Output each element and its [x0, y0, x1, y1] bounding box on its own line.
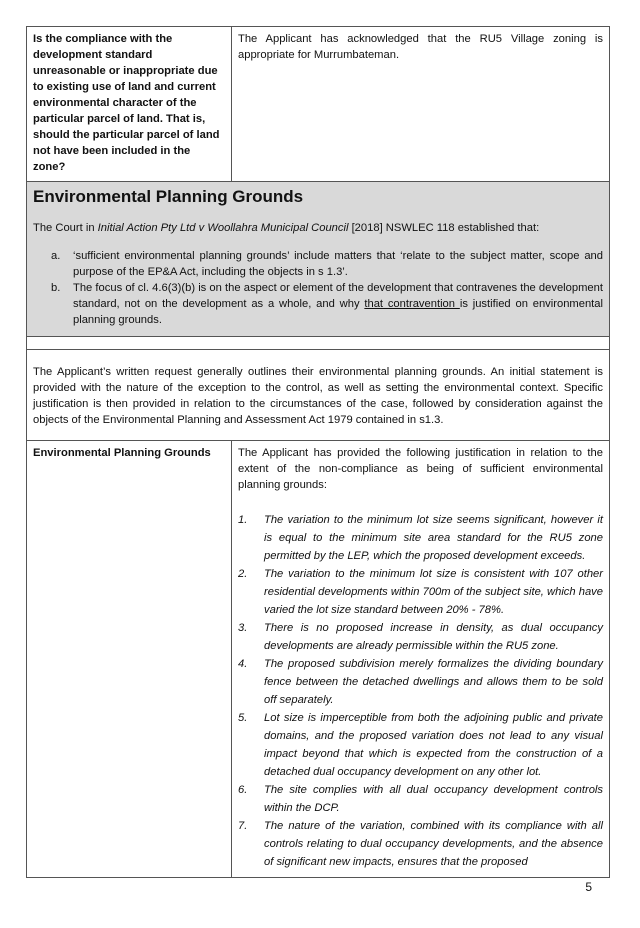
table-row	[27, 27, 610, 182]
list-item: 1. The variation to the minimum lot size seems significant, however it is equal to the minimum site area standard for the RU5 zone permitted by the LEP, which the proposed development exceeds.	[238, 514, 603, 562]
list-item: b. The focus of cl. 4.6(3)(b) is on the aspect or element of the development that contravenes the development standard, not on the development as a whole, and why that contravention is justified on environmental planning grounds.	[51, 282, 604, 326]
case-name: Initial Action Pty Ltd v Woollahra Municipal Council	[97, 222, 349, 234]
court-intro: The Court in Initial Action Pty Ltd v Woollahra Municipal Council [2018] NSWLEC 118 established that:	[33, 222, 540, 234]
answer-cell: The Applicant has acknowledged that the RU5 Village zoning is appropriate for Murrumbateman.	[232, 27, 610, 182]
criteria-list	[33, 248, 603, 328]
section-heading: Environmental Planning Grounds	[33, 187, 304, 206]
question-table-2	[26, 440, 610, 878]
list-item: 4. The proposed subdivision merely formalizes the dividing boundary fence between the detached dwellings and allows them to be sold off separately.	[238, 658, 603, 706]
summary-paragraph: The Applicant’s written request generally outlines their environmental planning grounds. An initial statement is provided with the nature of the exception to the control, as well as setting the environmental context. Specific justification is then provided in relation to the circumstances of the case, followed by consideration against the objects of the Environmental Planning and Assessment Act 1979 contained in s1.3.	[26, 350, 610, 440]
list-item: a. ‘sufficient environmental planning grounds’ include matters that ‘relate to the subject matter, scope and purpose of the EP&A Act, including the objects in s 1.3’.	[51, 250, 603, 278]
justification-list	[238, 511, 603, 871]
list-item: 7. The nature of the variation, combined with its compliance with all controls relating to dual occupancy developments, and the absence of significant new impacts, ensures that the proposed	[238, 820, 603, 868]
divider	[26, 337, 610, 350]
list-item: 3. There is no proposed increase in density, as dual occupancy developments are already permissible within the RU5 zone.	[238, 622, 603, 652]
list-item: 6. The site complies with all dual occupancy development controls within the DCP.	[238, 784, 603, 814]
question-table-1	[26, 26, 610, 182]
table-row	[27, 441, 610, 878]
grounds-intro: The Applicant has provided the following justification in relation to the extent of the non-compliance as being of sufficient environmental planning grounds:	[238, 447, 603, 491]
document-page	[26, 26, 610, 878]
grounds-content-cell	[232, 441, 610, 878]
environmental-planning-section	[26, 182, 610, 337]
page-number: 5	[585, 880, 592, 894]
question-cell: Is the compliance with the development standard unreasonable or inappropriate due to existing use of land and current environmental character of the particular parcel of land. That is, should the particular parcel of land not have been included in the zone?	[27, 27, 232, 182]
list-item: 2. The variation to the minimum lot size is consistent with 107 other residential developments within 700m of the subject site, which have varied the lot size standard between 20% - 78%.	[238, 568, 603, 616]
list-item: 5. Lot size is imperceptible from both the adjoining public and private domains, and the proposed variation does not lead to any visual impact beyond that which is expected from the construction of a detached dual occupancy development on any other lot.	[238, 712, 603, 778]
grounds-label-cell: Environmental Planning Grounds	[27, 441, 232, 878]
